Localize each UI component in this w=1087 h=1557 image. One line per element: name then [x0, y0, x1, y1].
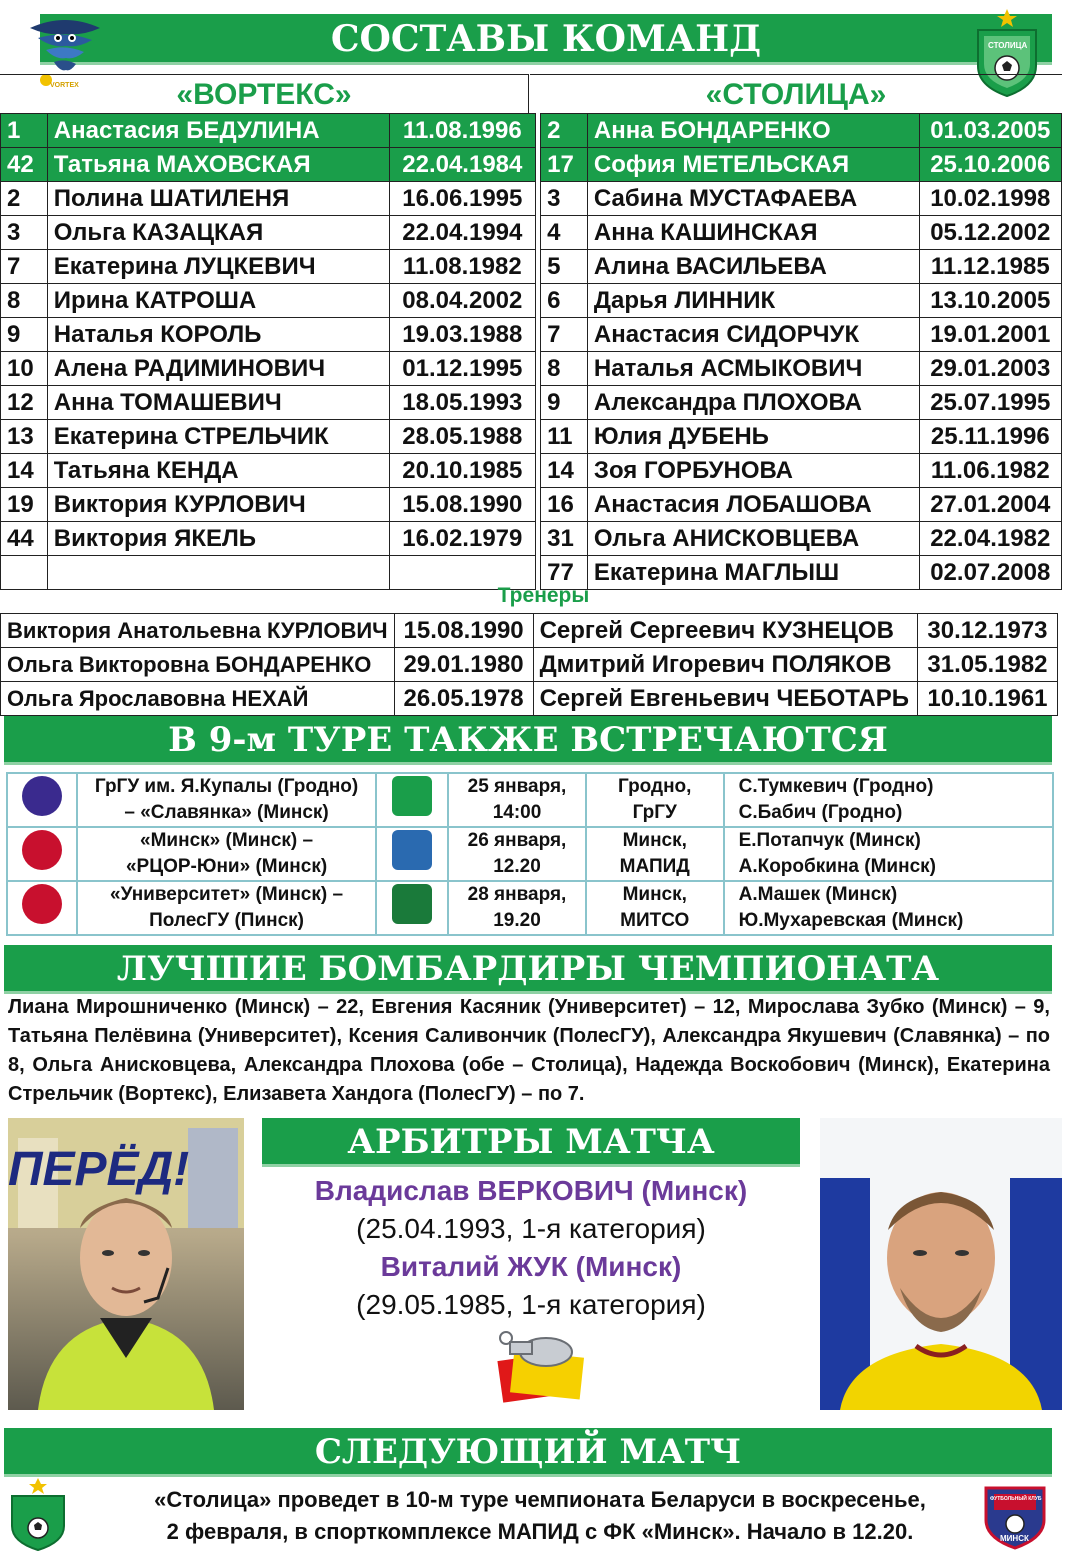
player-number-right: 7 — [541, 318, 588, 352]
home-team-logo-icon — [22, 884, 62, 924]
roster-row — [1, 114, 1062, 148]
player-birthdate-left: 16.06.1995 — [389, 182, 535, 216]
coaches-table — [0, 613, 1058, 716]
referee-2-name: Виталий ЖУК (Минск) — [380, 1251, 682, 1282]
round-banner — [4, 716, 1052, 762]
match-referee-1: Е.Потапчук (Минск) — [738, 830, 921, 851]
roster-row — [1, 488, 1062, 522]
coach-name-right: Сергей Евгеньевич ЧЕБОТАРЬ — [533, 682, 917, 716]
player-name-right: Дарья ЛИННИК — [587, 284, 919, 318]
player-name-left: Виктория ЯКЕЛЬ — [47, 522, 389, 556]
coach-row — [1, 682, 1058, 716]
away-team-logo-icon — [392, 776, 432, 816]
player-name-left: Татьяна МАХОВСКАЯ — [47, 148, 389, 182]
player-number-right: 4 — [541, 216, 588, 250]
matches-body — [7, 773, 1053, 935]
player-birthdate-left: 01.12.1995 — [389, 352, 535, 386]
player-birthdate-left: 22.04.1984 — [389, 148, 535, 182]
player-birthdate-right: 10.02.1998 — [919, 182, 1061, 216]
coach-birthdate-left: 15.08.1990 — [394, 614, 533, 648]
roster-row — [1, 284, 1062, 318]
player-birthdate-right: 25.11.1996 — [919, 420, 1061, 454]
roster-row — [1, 216, 1062, 250]
player-number-right: 11 — [541, 420, 588, 454]
player-number-left: 42 — [1, 148, 48, 182]
scorers-banner — [4, 945, 1052, 991]
player-birthdate-right: 27.01.2004 — [919, 488, 1061, 522]
player-birthdate-left: 19.03.1988 — [389, 318, 535, 352]
player-number-right: 16 — [541, 488, 588, 522]
home-team-logo — [7, 773, 77, 827]
player-name-right: Анна БОНДАРЕНКО — [587, 114, 919, 148]
player-number-left: 19 — [1, 488, 48, 522]
player-birthdate-left: 18.05.1993 — [389, 386, 535, 420]
player-name-right: Сабина МУСТАФАЕВА — [587, 182, 919, 216]
match-place — [586, 773, 724, 827]
team-name-stolica: «СТОЛИЦА» — [705, 78, 887, 111]
team-header-left — [0, 74, 529, 113]
roster-row — [1, 250, 1062, 284]
player-name-right: Екатерина МАГЛЫШ — [587, 556, 919, 590]
vortex-logo-text: VORTEX — [50, 82, 79, 89]
away-team-logo — [376, 773, 448, 827]
team-header-right — [530, 74, 1062, 113]
coach-birthdate-right: 31.05.1982 — [917, 648, 1057, 682]
coaches-heading: Тренеры — [497, 584, 590, 607]
matches-table — [6, 772, 1054, 936]
player-name-right: Анастасия ЛОБАШОВА — [587, 488, 919, 522]
coach-birthdate-right: 10.10.1961 — [917, 682, 1057, 716]
player-name-left: Екатерина СТРЕЛЬЧИК — [47, 420, 389, 454]
roster-table — [0, 113, 1062, 590]
match-date — [448, 881, 586, 935]
match-referee-2: А.Коробкина (Минск) — [738, 856, 936, 877]
player-name-left: Анастасия БЕДУЛИНА — [47, 114, 389, 148]
match-venue: ГрГУ — [632, 802, 677, 823]
next-match-title: СЛЕДУЮЩИЙ МАТЧ — [314, 1432, 742, 1472]
whistle-cards-icon — [486, 1326, 596, 1406]
player-birthdate-right: 25.10.2006 — [919, 148, 1061, 182]
referee-2-info: (29.05.1985, 1-я категория) — [356, 1289, 706, 1320]
player-birthdate-left: 11.08.1996 — [389, 114, 535, 148]
player-birthdate-left: 15.08.1990 — [389, 488, 535, 522]
player-number-left: 8 — [1, 284, 48, 318]
player-number-right: 8 — [541, 352, 588, 386]
scorers-text: Лиана Мирошниченко (Минск) – 22, Евгения Касяник (Университет) – 12, Мирослава Зубко (Минск) – 9, Татьяна Пелёвина (Университет), Ксения Саливончик (ПолесГУ), Александра Якушевич (Славянка) – по 8, Ольга Анисковцева, Александра Плохова (обе – Столица), Надежда Воскобович (Минск), Екатерина Стрельчик (Вортекс), Елизавета Хандога (ПолесГУ) – по 7. — [8, 996, 1050, 1105]
player-birthdate-left: 28.05.1988 — [389, 420, 535, 454]
roster-row — [1, 386, 1062, 420]
coach-name-left: Ольга Ярославовна НЕХАЙ — [1, 682, 395, 716]
player-birthdate-left: 11.08.1982 — [389, 250, 535, 284]
match-date-day: 28 января, — [467, 884, 567, 905]
player-number-left: 13 — [1, 420, 48, 454]
team-name-vortex: «ВОРТЕКС» — [176, 78, 352, 111]
minsk-logo-text: МИНСК — [1000, 1534, 1029, 1543]
referee-1-info: (25.04.1993, 1-я категория) — [356, 1213, 706, 1244]
player-number-right: 5 — [541, 250, 588, 284]
player-name-left: Татьяна КЕНДА — [47, 454, 389, 488]
away-team-logo — [376, 827, 448, 881]
player-name-left: Ольга КАЗАЦКАЯ — [47, 216, 389, 250]
coach-birthdate-left: 26.05.1978 — [394, 682, 533, 716]
player-number-left: 9 — [1, 318, 48, 352]
match-city: Минск, — [622, 830, 687, 851]
referees-info — [262, 1172, 800, 1324]
match-venue: МАПИД — [619, 856, 690, 877]
match-referee-1: А.Машек (Минск) — [738, 884, 898, 905]
player-number-right: 2 — [541, 114, 588, 148]
match-referees — [724, 773, 1053, 827]
match-referee-2: С.Бабич (Гродно) — [738, 802, 903, 823]
player-name-right: Ольга АНИСКОВЦЕВА — [587, 522, 919, 556]
match-date-day: 25 января, — [467, 776, 567, 797]
player-birthdate-right: 29.01.2003 — [919, 352, 1061, 386]
match-date-time: 19.20 — [493, 910, 541, 931]
coach-birthdate-right: 30.12.1973 — [917, 614, 1057, 648]
player-number-left: 14 — [1, 454, 48, 488]
match-teams — [77, 773, 376, 827]
page-title: СОСТАВЫ КОМАНД — [330, 18, 762, 60]
home-team-logo-icon — [22, 776, 62, 816]
match-city: Минск, — [622, 884, 687, 905]
player-name-right: Александра ПЛОХОВА — [587, 386, 919, 420]
player-number-right: 77 — [541, 556, 588, 590]
match-city: Гродно, — [618, 776, 692, 797]
player-birthdate-right: 13.10.2005 — [919, 284, 1061, 318]
next-match-text — [80, 1484, 1000, 1548]
next-match-line-2: 2 февраля, в спорткомплексе МАПИД с ФК «Минск». Начало в 12.20. — [166, 1519, 914, 1544]
coach-birthdate-left: 29.01.1980 — [394, 648, 533, 682]
player-name-right: Анастасия СИДОРЧУК — [587, 318, 919, 352]
match-referee-1: С.Тумкевич (Гродно) — [738, 776, 934, 797]
title-banner — [40, 14, 1052, 62]
away-team-logo-icon — [392, 830, 432, 870]
referee-photo-2 — [820, 1118, 1062, 1410]
roster-row — [1, 148, 1062, 182]
player-name-right: Юлия ДУБЕНЬ — [587, 420, 919, 454]
coach-name-right: Дмитрий Игоревич ПОЛЯКОВ — [533, 648, 917, 682]
home-team-logo — [7, 881, 77, 935]
coach-name-right: Сергей Сергеевич КУЗНЕЦОВ — [533, 614, 917, 648]
match-place — [586, 827, 724, 881]
match-date-day: 26 января, — [467, 830, 567, 851]
scorers-title: ЛУЧШИЕ БОМБАРДИРЫ ЧЕМПИОНАТА — [116, 949, 940, 989]
match-date-time: 14:00 — [492, 802, 542, 823]
referees-title: АРБИТРЫ МАТЧА — [347, 1122, 715, 1162]
match-row — [7, 773, 1053, 827]
player-name-right: Наталья АСМЫКОВИЧ — [587, 352, 919, 386]
player-number-left: 44 — [1, 522, 48, 556]
player-birthdate-right: 11.06.1982 — [919, 454, 1061, 488]
player-name-right: Анна КАШИНСКАЯ — [587, 216, 919, 250]
round-title: В 9-м ТУРЕ ТАКЖЕ ВСТРЕЧАЮТСЯ — [168, 720, 888, 760]
player-number-right: 9 — [541, 386, 588, 420]
player-birthdate-right: 02.07.2008 — [919, 556, 1061, 590]
match-referees — [724, 881, 1053, 935]
match-teams — [77, 881, 376, 935]
match-team-1: «Университет» (Минск) – — [110, 884, 344, 905]
player-number-right: 6 — [541, 284, 588, 318]
player-birthdate-right: 11.12.1985 — [919, 250, 1061, 284]
player-birthdate-right: 25.07.1995 — [919, 386, 1061, 420]
match-referees — [724, 827, 1053, 881]
player-number-left: 10 — [1, 352, 48, 386]
player-number-right: 14 — [541, 454, 588, 488]
coach-row — [1, 614, 1058, 648]
player-name-left: Екатерина ЛУЦКЕВИЧ — [47, 250, 389, 284]
player-number-right: 31 — [541, 522, 588, 556]
minsk-logo-bottom — [980, 1480, 1050, 1552]
player-number-left: 2 — [1, 182, 48, 216]
referees-banner — [262, 1118, 800, 1164]
next-match-line-1: «Столица» проведет в 10-м туре чемпионата Беларуси в воскресенье, — [154, 1487, 926, 1512]
roster-row — [1, 522, 1062, 556]
player-number-left: 1 — [1, 114, 48, 148]
roster-row — [1, 420, 1062, 454]
roster-row — [1, 352, 1062, 386]
player-birthdate-right: 19.01.2001 — [919, 318, 1061, 352]
match-team-1: ГрГУ им. Я.Купалы (Гродно) — [94, 776, 359, 797]
match-place — [586, 881, 724, 935]
stolica-logo-bottom — [8, 1478, 68, 1554]
roster-row — [1, 454, 1062, 488]
match-venue: МИТСО — [620, 910, 690, 931]
match-date — [448, 827, 586, 881]
match-row — [7, 827, 1053, 881]
player-birthdate-left: 08.04.2002 — [389, 284, 535, 318]
player-name-right: Зоя ГОРБУНОВА — [587, 454, 919, 488]
next-match-banner — [4, 1428, 1052, 1474]
player-name-left: Алена РАДИМИНОВИЧ — [47, 352, 389, 386]
coach-name-left: Виктория Анатольевна КУРЛОВИЧ — [1, 614, 395, 648]
referee-1-name: Владислав ВЕРКОВИЧ (Минск) — [314, 1175, 748, 1206]
match-referee-2: Ю.Мухаревская (Минск) — [738, 910, 964, 931]
match-teams — [77, 827, 376, 881]
match-row — [7, 881, 1053, 935]
minsk-logo-club-text: ФУТБОЛЬНЫЙ КЛУБ — [990, 1496, 1042, 1502]
match-team-2: «РЦОР-Юни» (Минск) — [125, 856, 328, 877]
player-number-right: 17 — [541, 148, 588, 182]
referee-photo-1-caption: ПЕРЁД! — [8, 1143, 190, 1196]
player-name-right: София МЕТЕЛЬСКАЯ — [587, 148, 919, 182]
match-team-1: «Минск» (Минск) – — [140, 830, 314, 851]
home-team-logo-icon — [22, 830, 62, 870]
player-name-left: Наталья КОРОЛЬ — [47, 318, 389, 352]
match-team-2: ПолесГУ (Пинск) — [149, 910, 305, 931]
player-name-left: Анна ТОМАШЕВИЧ — [47, 386, 389, 420]
match-team-2: – «Славянка» (Минск) — [124, 802, 329, 823]
player-birthdate-right: 01.03.2005 — [919, 114, 1061, 148]
match-date-time: 12.20 — [493, 856, 541, 877]
roster-body — [1, 114, 1062, 590]
coaches-title — [0, 584, 1087, 608]
player-name-right: Алина ВАСИЛЬЕВА — [587, 250, 919, 284]
player-birthdate-right: 05.12.2002 — [919, 216, 1061, 250]
player-birthdate-right: 22.04.1982 — [919, 522, 1061, 556]
referee-photo-1 — [8, 1118, 244, 1410]
away-team-logo-icon — [392, 884, 432, 924]
player-birthdate-left: 22.04.1994 — [389, 216, 535, 250]
away-team-logo — [376, 881, 448, 935]
home-team-logo — [7, 827, 77, 881]
player-name-left: Полина ШАТИЛЕНЯ — [47, 182, 389, 216]
player-number-left: 3 — [1, 216, 48, 250]
player-name-left: Ирина КАТРОША — [47, 284, 389, 318]
coach-name-left: Ольга Викторовна БОНДАРЕНКО — [1, 648, 395, 682]
match-date — [448, 773, 586, 827]
roster-row — [1, 182, 1062, 216]
player-number-right: 3 — [541, 182, 588, 216]
player-birthdate-left: 20.10.1985 — [389, 454, 535, 488]
coaches-body — [1, 614, 1058, 716]
stolica-logo-text: СТОЛИЦА — [988, 41, 1028, 50]
player-name-left: Виктория КУРЛОВИЧ — [47, 488, 389, 522]
player-number-left: 7 — [1, 250, 48, 284]
coach-row — [1, 648, 1058, 682]
player-birthdate-left: 16.02.1979 — [389, 522, 535, 556]
roster-row — [1, 318, 1062, 352]
player-number-left: 12 — [1, 386, 48, 420]
